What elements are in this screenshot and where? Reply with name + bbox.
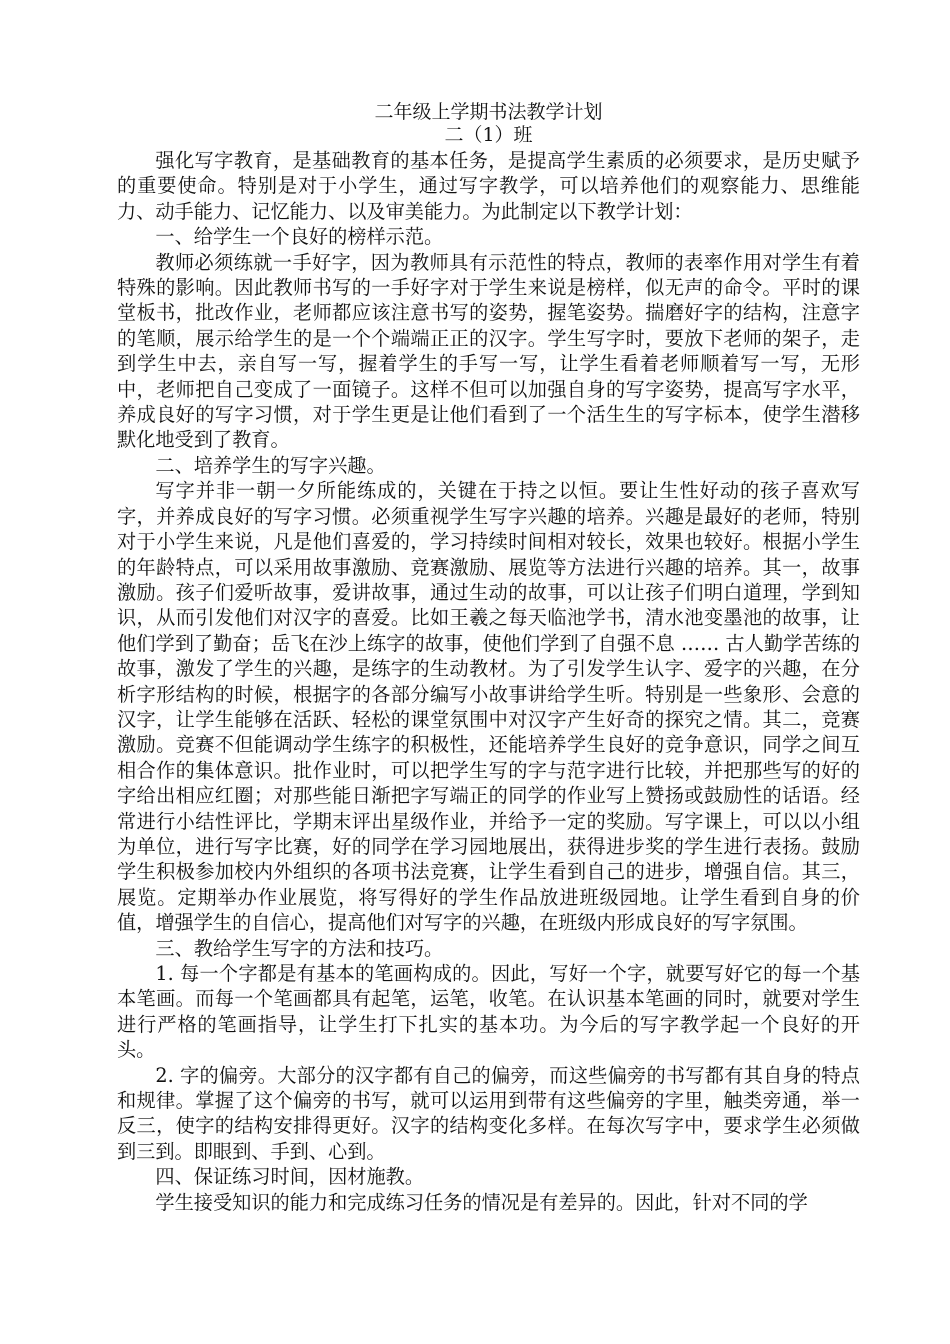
document-body [117,101,860,1215]
intro-paragraph: 强化写字教育，是基础教育的基本任务，是提高学生素质的必须要求，是历史赋予的重要使命。特别是对于小学生，通过写字教学，可以培养他们的观察能力、思维能力、动手能力、记忆能力、以及审美能力。为此制定以下教学计划： [117,149,860,223]
section3-item-1: 1. 每一个字都是有基本的笔画构成的。因此，写好一个字，就要写好它的每一个基本笔画。而每一个笔画都具有起笔，运笔，收笔。在认识基本笔画的同时，就要对学生进行严格的笔画指导，让学生打下扎实的基本功。为今后的写字教学起一个良好的开头。 [117,962,860,1062]
section1-paragraph: 教师必须练就一手好字，因为教师具有示范性的特点，教师的表率作用对学生有着特殊的影响。因此教师书写的一手好字对于学生来说是榜样，似无声的命令。平时的课堂板书，批改作业，老师都应该注意书写的姿势，握笔姿势。揣磨好字的结构，注意字的笔顺，展示给学生的是一个个端端正正的汉字。学生写字时，要放下老师的架子，走到学生中去，亲自写一写，握着学生的手写一写，让学生看着老师顺着写一写，无形中，老师把自己变成了一面镜子。这样不但可以加强自身的写字姿势，提高写字水平，养成良好的写字习惯，对于学生更是让他们看到了一个活生生的写字标本，使学生潜移默化地受到了教育。 [117,250,860,452]
section3-item-2: 2. 字的偏旁。大部分的汉字都有自己的偏旁，而这些偏旁的书写都有其自身的特点和规律。掌握了这个偏旁的书写，就可以运用到带有这些偏旁的字里，触类旁通，举一反三，使字的结构安排得更好。汉字的结构变化多样。在每次写字中，要求学生必须做到三到。即眼到、手到、心到。 [117,1063,860,1163]
section4-paragraph: 学生接受知识的能力和完成练习任务的情况是有差异的。因此，针对不同的学 [155,1190,808,1214]
section3-heading: 三、教给学生写字的方法和技巧。 [155,936,444,960]
section4-heading: 四、保证练习时间，因材施教。 [155,1165,425,1189]
document-title: 二年级上学期书法教学计划 [374,101,603,123]
section2-paragraph: 写字并非一朝一夕所能练成的，关键在于持之以恒。要让生性好动的孩子喜欢写字，并养成良好的写字习惯。必须重视学生写字兴趣的培养。兴趣是最好的老师，特别对于小学生来说，凡是他们喜爱的，学习持续时间相对较长，效果也较好。根据小学生的年龄特点，可以采用故事激励、竞赛激励、展览等方法进行兴趣的培养。其一，故事激励。孩子们爱听故事，爱讲故事，通过生动的故事，可以让孩子们明白道理，学到知识，从而引发他们对汉字的喜爱。比如王羲之每天临池学书，清水池变墨池的故事，让他们学到了勤奋；岳飞在沙上练字的故事，使他们学到了自强不息 …… 古人勤学苦练的故事，激发了学生的兴趣，是练字的生动教材。为了引发学生认字、爱字的兴趣，在分析字形结构的时候，根据字的各部分编写小故事讲给学生听。特别是一些象形、会意的汉字，让学生能够在活跃、轻松的课堂氛围中对汉字产生好奇的探究之情。其二，竞赛激励。竞赛不但能调动学生练字的积极性，还能培养学生良好的竞争意识，同学之间互相合作的集体意识。批作业时，可以把学生写的字与范字进行比较，并把那些写的好的字给出相应红圈；对那些能日渐把字写端正的同学的作业写上赞扬或鼓励性的话语。经常进行小结性评比，学期末评出星级作业，并给予一定的奖励。写字课上，可以以小组为单位，进行写字比赛，好的同学在学习园地展出，获得进步奖的学生进行表扬。鼓励学生积极参加校内外组织的各项书法竞赛，让学生看到自己的进步，增强自信。其三，展览。定期举办作业展览，将写得好的学生作品放进班级园地。让学生看到自身的价值，增强学生的自信心，提高他们对写字的兴趣，在班级内形成良好的写字氛围。 [117,479,860,935]
section1-heading: 一、给学生一个良好的榜样示范。 [155,225,444,249]
section2-heading: 二、培养学生的写字兴趣。 [155,453,386,477]
class-name: 二（1）班 [444,124,533,146]
